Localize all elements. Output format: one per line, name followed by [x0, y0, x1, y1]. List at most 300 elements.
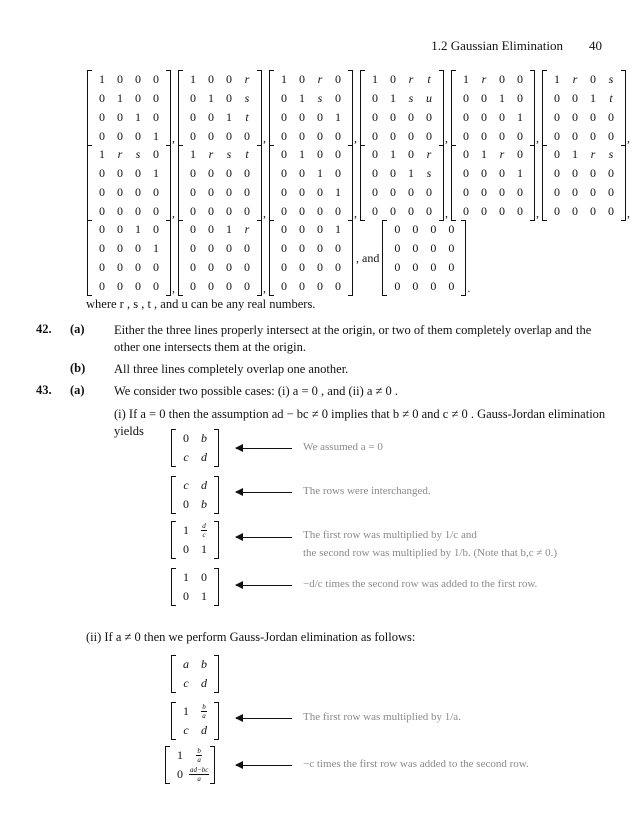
- matrix-entry: b: [201, 431, 207, 445]
- matrix-entry: 0: [317, 129, 323, 143]
- matrix-entry: 0: [412, 279, 419, 293]
- matrix-entry: 1: [590, 91, 596, 105]
- matrix-entry: 0: [372, 129, 378, 143]
- matrix-entry: 0: [153, 279, 159, 293]
- matrix-entry: c: [183, 723, 189, 737]
- where-text: where r , s , t , and u can be any real numbers.: [86, 297, 316, 311]
- matrix-entry: 0: [281, 260, 287, 274]
- matrix-entry: 0: [372, 166, 378, 180]
- separator: ,: [445, 206, 448, 220]
- case1-matrix-1: [170, 429, 220, 472]
- matrix-entry: 0: [390, 166, 396, 180]
- separator: ,: [354, 131, 357, 145]
- matrix-entry: 0: [335, 91, 341, 105]
- case-1-text: (i) If a = 0 then the assumption ad − bc ≠ 0 implies that b ≠ 0 and c ≠ 0 . Gauss-Jordan elimination yields: [114, 407, 606, 438]
- matrix-entry: 0: [135, 166, 141, 180]
- matrix-entry: 0: [412, 260, 419, 274]
- matrix-entry: 1: [335, 110, 341, 124]
- matrix-entry: 0: [135, 91, 141, 105]
- matrix-entry: 0: [226, 91, 232, 105]
- matrix-entry: 0: [153, 72, 159, 86]
- matrix-entry: 0: [244, 166, 250, 180]
- separator: ,: [445, 131, 448, 145]
- matrix-entry: 0: [554, 204, 560, 218]
- matrix-entry: 0: [499, 185, 505, 199]
- matrix-entry: 0: [408, 129, 414, 143]
- matrix-entry: 1: [135, 110, 141, 124]
- matrix-entry: 0: [317, 110, 323, 124]
- matrix-entry: t: [609, 91, 613, 105]
- case2-matrix-3: [164, 746, 216, 789]
- matrix-entry: 0: [208, 279, 214, 293]
- matrix-row-3: [86, 220, 472, 296]
- problem-43-number: 43.: [36, 383, 52, 397]
- matrix-entry: 0: [390, 204, 396, 218]
- matrix-entry: 0: [190, 166, 196, 180]
- matrix-entry: 0: [408, 204, 414, 218]
- matrix-entry: 0: [244, 260, 250, 274]
- note-rows-interchanged: The rows were interchanged.: [303, 485, 431, 497]
- rref-matrix: [382, 220, 466, 296]
- step-matrix: [171, 655, 219, 693]
- matrix-entry: 0: [430, 279, 437, 293]
- matrix-entry: 0: [208, 204, 214, 218]
- separator: ,: [627, 206, 630, 220]
- matrix-entry: 0: [281, 166, 287, 180]
- matrix-entry: 0: [99, 222, 105, 236]
- matrix-entry: 0: [372, 147, 378, 161]
- matrix-entry: 0: [430, 260, 437, 274]
- matrix-entry: 0: [153, 110, 159, 124]
- matrix-entry: 0: [554, 185, 560, 199]
- matrix-entry: 0: [608, 129, 614, 143]
- matrix-entry: 0: [390, 185, 396, 199]
- matrix-entry: r: [117, 147, 123, 161]
- note-first-row-scaled: The first row was multiplied by 1/a.: [303, 711, 461, 723]
- matrix-entry: 0: [208, 241, 214, 255]
- matrix-entry: 0: [299, 129, 305, 143]
- matrix-entry: 0: [408, 147, 414, 161]
- matrix-entry: 1: [517, 166, 523, 180]
- matrix-entry: 1: [499, 91, 505, 105]
- problem-42-b-text: All three lines completely overlap one another.: [114, 362, 349, 376]
- matrix-entry: 0: [499, 166, 505, 180]
- matrix-entry: 1: [201, 589, 207, 603]
- case2-matrix-1: [170, 655, 220, 698]
- matrix-entry: 0: [208, 72, 214, 86]
- matrix-entry: 0: [117, 204, 123, 218]
- matrix-entry: 0: [281, 110, 287, 124]
- matrix-entry: 0: [190, 222, 196, 236]
- rref-matrix: [178, 220, 262, 296]
- case1-matrix-2: [170, 476, 220, 519]
- note-first-row-added: −c times the first row was added to the second row.: [303, 758, 529, 770]
- matrix-entry: 0: [608, 204, 614, 218]
- matrix-entry: d: [201, 478, 207, 492]
- fraction: $\frac{b}{a}$: [197, 747, 201, 764]
- matrix-entry: 0: [208, 129, 214, 143]
- matrix-entry: 0: [481, 91, 487, 105]
- matrix-entry: 0: [117, 129, 123, 143]
- matrix-entry: r: [426, 147, 432, 161]
- rref-matrix: [178, 145, 262, 221]
- matrix-entry: 0: [394, 241, 401, 255]
- matrix-entry: 0: [208, 185, 214, 199]
- matrix-entry: 0: [335, 72, 341, 86]
- matrix-entry: 0: [463, 185, 469, 199]
- matrix-entry: 0: [481, 166, 487, 180]
- matrix-entry: 0: [135, 129, 141, 143]
- matrix-entry: 1: [517, 110, 523, 124]
- matrix-entry: 0: [463, 91, 469, 105]
- note-scale-rows-2: the second row was multiplied by 1/b. (Note that b,c ≠ 0.): [303, 547, 558, 559]
- matrix-entry: 0: [281, 241, 287, 255]
- matrix-entry: 0: [317, 204, 323, 218]
- matrix-entry: 0: [190, 241, 196, 255]
- matrix-entry: 1: [208, 91, 214, 105]
- matrix-entry: 0: [99, 260, 105, 274]
- matrix-entry: 0: [190, 129, 196, 143]
- separator: ,: [627, 131, 630, 145]
- separator: ,: [263, 206, 266, 220]
- matrix-entry: 0: [299, 185, 305, 199]
- matrix-entry: 0: [99, 241, 105, 255]
- case1-matrix-3: [170, 521, 220, 564]
- matrix-entry: s: [408, 91, 414, 105]
- matrix-entry: [195, 521, 213, 540]
- matrix-entry: 0: [208, 110, 214, 124]
- matrix-entry: t: [427, 72, 431, 86]
- matrix-entry: s: [244, 91, 250, 105]
- arrow-2: [236, 492, 292, 493]
- matrix-entry: 0: [608, 110, 614, 124]
- problem-42-b-label: (b): [70, 361, 86, 375]
- matrix-entry: 0: [408, 110, 414, 124]
- matrix-entry: 0: [299, 166, 305, 180]
- matrix-entry: 0: [554, 129, 560, 143]
- matrix-entry: 0: [517, 72, 523, 86]
- rref-matrix: [269, 220, 353, 296]
- separator: ,: [263, 131, 266, 145]
- matrix-entry: 0: [499, 110, 505, 124]
- matrix-entry: [189, 765, 209, 784]
- matrix-entry: u: [426, 91, 432, 105]
- matrix-entry: r: [244, 72, 250, 86]
- matrix-entry: 0: [190, 260, 196, 274]
- matrix-entry: 0: [394, 222, 401, 236]
- matrix-entry: 0: [117, 110, 123, 124]
- matrix-entry: 0: [572, 204, 578, 218]
- matrix-entry: 0: [335, 147, 341, 161]
- matrix-entry: 1: [390, 147, 396, 161]
- problem-42-a-text: Either the three lines properly intersect at the origin, or two of them completely overlap and the other one intersects them at the origin.: [114, 323, 592, 354]
- matrix-entry: 0: [463, 129, 469, 143]
- matrix-entry: b: [201, 657, 207, 671]
- matrix-entry: 0: [517, 147, 523, 161]
- matrix-entry: 1: [335, 185, 341, 199]
- matrix-entry: 1: [190, 147, 196, 161]
- matrix-entry: 1: [183, 570, 189, 584]
- matrix-entry: t: [245, 147, 249, 161]
- matrix-entry: 0: [135, 241, 141, 255]
- matrix-entry: 0: [226, 204, 232, 218]
- matrix-entry: d: [201, 450, 207, 464]
- matrix-entry: 1: [372, 72, 378, 86]
- matrix-entry: 0: [517, 91, 523, 105]
- matrix-entry: 0: [177, 767, 183, 781]
- rref-matrix: [451, 70, 535, 146]
- matrix-entry: 0: [517, 129, 523, 143]
- note-assumed-a-zero: We assumed a = 0: [303, 441, 383, 453]
- matrix-entry: 1: [572, 147, 578, 161]
- matrix-entry: 0: [99, 110, 105, 124]
- matrix-entry: 0: [299, 279, 305, 293]
- matrix-entry: 0: [226, 279, 232, 293]
- matrix-entry: 0: [117, 166, 123, 180]
- fraction: $\frac{d}{c}$: [202, 522, 206, 539]
- matrix-entry: 0: [335, 166, 341, 180]
- page-number: 40: [589, 38, 602, 53]
- rref-matrix: [269, 145, 353, 221]
- matrix-entry: 0: [517, 204, 523, 218]
- matrix-entry: 0: [299, 72, 305, 86]
- matrix-entry: 0: [481, 185, 487, 199]
- matrix-entry: 1: [177, 748, 183, 762]
- matrix-entry: c: [183, 450, 189, 464]
- matrix-entry: s: [317, 91, 323, 105]
- matrix-entry: 0: [430, 222, 437, 236]
- matrix-entry: 0: [372, 185, 378, 199]
- matrix-entry: 0: [244, 279, 250, 293]
- matrix-entry: 0: [317, 241, 323, 255]
- matrix-entry: 1: [281, 72, 287, 86]
- matrix-entry: 0: [153, 260, 159, 274]
- matrix-entry: 0: [448, 279, 455, 293]
- rref-matrix: [360, 145, 444, 221]
- matrix-entry: 0: [590, 72, 596, 86]
- matrix-entry: 0: [448, 241, 455, 255]
- matrix-entry: 0: [208, 260, 214, 274]
- step-matrix: [165, 746, 215, 784]
- matrix-entry: 0: [226, 72, 232, 86]
- matrix-entry: 0: [244, 185, 250, 199]
- matrix-entry: r: [208, 147, 214, 161]
- matrix-entry: r: [408, 72, 414, 86]
- separator: ,: [536, 206, 539, 220]
- arrow-3: [236, 537, 292, 538]
- matrix-entry: 0: [372, 204, 378, 218]
- matrix-entry: [189, 746, 209, 765]
- matrix-entry: 1: [183, 704, 189, 718]
- matrix-entry: 0: [572, 91, 578, 105]
- rref-matrix: [87, 220, 171, 296]
- problem-43-a-text: We consider two possible cases: (i) a = 0 , and (ii) a ≠ 0 .: [114, 384, 399, 398]
- fraction: $\frac{ad-bc}{a}$: [190, 766, 209, 783]
- matrix-entry: 0: [208, 222, 214, 236]
- matrix-entry: 0: [463, 147, 469, 161]
- matrix-entry: 0: [317, 185, 323, 199]
- matrix-entry: 0: [390, 72, 396, 86]
- matrix-entry: 0: [408, 185, 414, 199]
- matrix-entry: 0: [153, 204, 159, 218]
- matrix-entry: c: [183, 478, 189, 492]
- rref-matrix: [87, 70, 171, 146]
- matrix-entry: 0: [281, 129, 287, 143]
- matrix-entry: 0: [590, 185, 596, 199]
- separator: ,: [172, 206, 175, 220]
- matrix-entry: 0: [99, 279, 105, 293]
- matrix-entry: 0: [499, 72, 505, 86]
- matrix-entry: 0: [554, 166, 560, 180]
- matrix-entry: 0: [390, 129, 396, 143]
- matrix-entry: 0: [499, 204, 505, 218]
- matrix-entry: 1: [201, 542, 207, 556]
- step-matrix: [171, 476, 219, 514]
- matrix-entry: 0: [481, 110, 487, 124]
- matrix-entry: 0: [117, 241, 123, 255]
- matrix-entry: 0: [317, 222, 323, 236]
- matrix-entry: 0: [183, 589, 189, 603]
- matrix-entry: 0: [117, 222, 123, 236]
- matrix-entry: 0: [299, 204, 305, 218]
- matrix-entry: 0: [190, 185, 196, 199]
- matrix-entry: 0: [590, 110, 596, 124]
- matrix-entry: 0: [517, 185, 523, 199]
- matrix-entry: 1: [153, 166, 159, 180]
- matrix-entry: 0: [281, 91, 287, 105]
- matrix-entry: d: [201, 723, 207, 737]
- rref-matrix: [269, 70, 353, 146]
- case1-matrix-4: [170, 568, 220, 611]
- matrix-entry: 0: [135, 72, 141, 86]
- matrix-entry: 0: [183, 497, 189, 511]
- page-header: [431, 38, 602, 54]
- matrix-entry: 0: [226, 129, 232, 143]
- matrix-entry: 1: [99, 147, 105, 161]
- matrix-entry: 1: [226, 222, 232, 236]
- matrix-entry: 0: [572, 185, 578, 199]
- matrix-entry: 0: [608, 185, 614, 199]
- matrix-entry: 0: [554, 147, 560, 161]
- matrix-row-1: [86, 70, 632, 146]
- note-row-addition: −d/c times the second row was added to the first row.: [303, 578, 538, 590]
- matrix-entry: 1: [299, 91, 305, 105]
- matrix-entry: 1: [153, 241, 159, 255]
- matrix-entry: 0: [412, 222, 419, 236]
- matrix-entry: 0: [572, 166, 578, 180]
- step-matrix: [171, 702, 219, 740]
- problem-42-a-label: (a): [70, 322, 85, 336]
- matrix-entry: 0: [244, 204, 250, 218]
- separator: ,: [354, 206, 357, 220]
- section-title: 1.2 Gaussian Elimination: [431, 38, 563, 53]
- matrix-entry: s: [426, 166, 432, 180]
- matrix-entry: 0: [99, 185, 105, 199]
- matrix-entry: 1: [317, 166, 323, 180]
- matrix-entry: 0: [208, 166, 214, 180]
- matrix-entry: 0: [281, 222, 287, 236]
- rref-matrix: [87, 145, 171, 221]
- matrix-entry: 0: [281, 147, 287, 161]
- matrix-entry: 0: [226, 241, 232, 255]
- matrix-entry: r: [499, 147, 505, 161]
- matrix-entry: c: [183, 676, 189, 690]
- step-matrix: [171, 429, 219, 467]
- arrow-5: [236, 718, 292, 719]
- matrix-entry: 0: [412, 241, 419, 255]
- matrix-entry: r: [572, 72, 578, 86]
- matrix-entry: 1: [226, 110, 232, 124]
- matrix-entry: 0: [135, 260, 141, 274]
- matrix-entry: s: [226, 147, 232, 161]
- arrow-4: [236, 585, 292, 586]
- matrix-entry: 0: [99, 204, 105, 218]
- matrix-entry: 0: [117, 185, 123, 199]
- separator: ,: [536, 131, 539, 145]
- matrix-row-2: [86, 145, 632, 221]
- matrix-entry: 0: [572, 129, 578, 143]
- matrix-entry: 0: [481, 129, 487, 143]
- matrix-entry: 0: [299, 110, 305, 124]
- matrix-entry: 1: [117, 91, 123, 105]
- matrix-entry: 0: [572, 110, 578, 124]
- matrix-entry: 0: [153, 222, 159, 236]
- matrix-entry: 0: [372, 110, 378, 124]
- case2-matrix-2: [170, 702, 220, 745]
- matrix-entry: 0: [317, 147, 323, 161]
- matrix-entry: 0: [244, 241, 250, 255]
- matrix-entry: 0: [226, 166, 232, 180]
- matrix-entry: 0: [135, 279, 141, 293]
- matrix-entry: 0: [190, 204, 196, 218]
- matrix-entry: 0: [183, 431, 189, 445]
- matrix-entry: 1: [153, 129, 159, 143]
- matrix-entry: 1: [299, 147, 305, 161]
- matrix-entry: 1: [554, 72, 560, 86]
- matrix-entry: r: [317, 72, 323, 86]
- fraction: $\frac{b}{a}$: [202, 703, 206, 720]
- note-scale-rows-1: The first row was multiplied by 1/c and: [303, 529, 477, 541]
- step-matrix: [171, 568, 219, 606]
- matrix-entry: 0: [183, 542, 189, 556]
- matrix-entry: 1: [335, 222, 341, 236]
- rref-matrix: [451, 145, 535, 221]
- matrix-entry: s: [135, 147, 141, 161]
- matrix-entry: 1: [408, 166, 414, 180]
- matrix-entry: 0: [394, 279, 401, 293]
- separator: ,: [172, 131, 175, 145]
- matrix-entry: 0: [463, 166, 469, 180]
- matrix-entry: 0: [117, 260, 123, 274]
- matrix-entry: 0: [481, 204, 487, 218]
- matrix-entry: 0: [153, 91, 159, 105]
- matrix-entry: 0: [335, 129, 341, 143]
- matrix-entry: 0: [190, 91, 196, 105]
- rref-matrix: [178, 70, 262, 146]
- problem-43-a-label: (a): [70, 383, 85, 397]
- matrix-entry: 0: [554, 110, 560, 124]
- arrow-6: [236, 765, 292, 766]
- matrix-entry: 0: [335, 279, 341, 293]
- matrix-entry: 0: [426, 110, 432, 124]
- matrix-entry: 0: [590, 204, 596, 218]
- matrix-entry: 0: [99, 129, 105, 143]
- matrix-entry: 0: [135, 204, 141, 218]
- matrix-entry: 0: [299, 260, 305, 274]
- matrix-entry: 0: [317, 260, 323, 274]
- matrix-entry: 0: [448, 260, 455, 274]
- matrix-entry: 0: [463, 204, 469, 218]
